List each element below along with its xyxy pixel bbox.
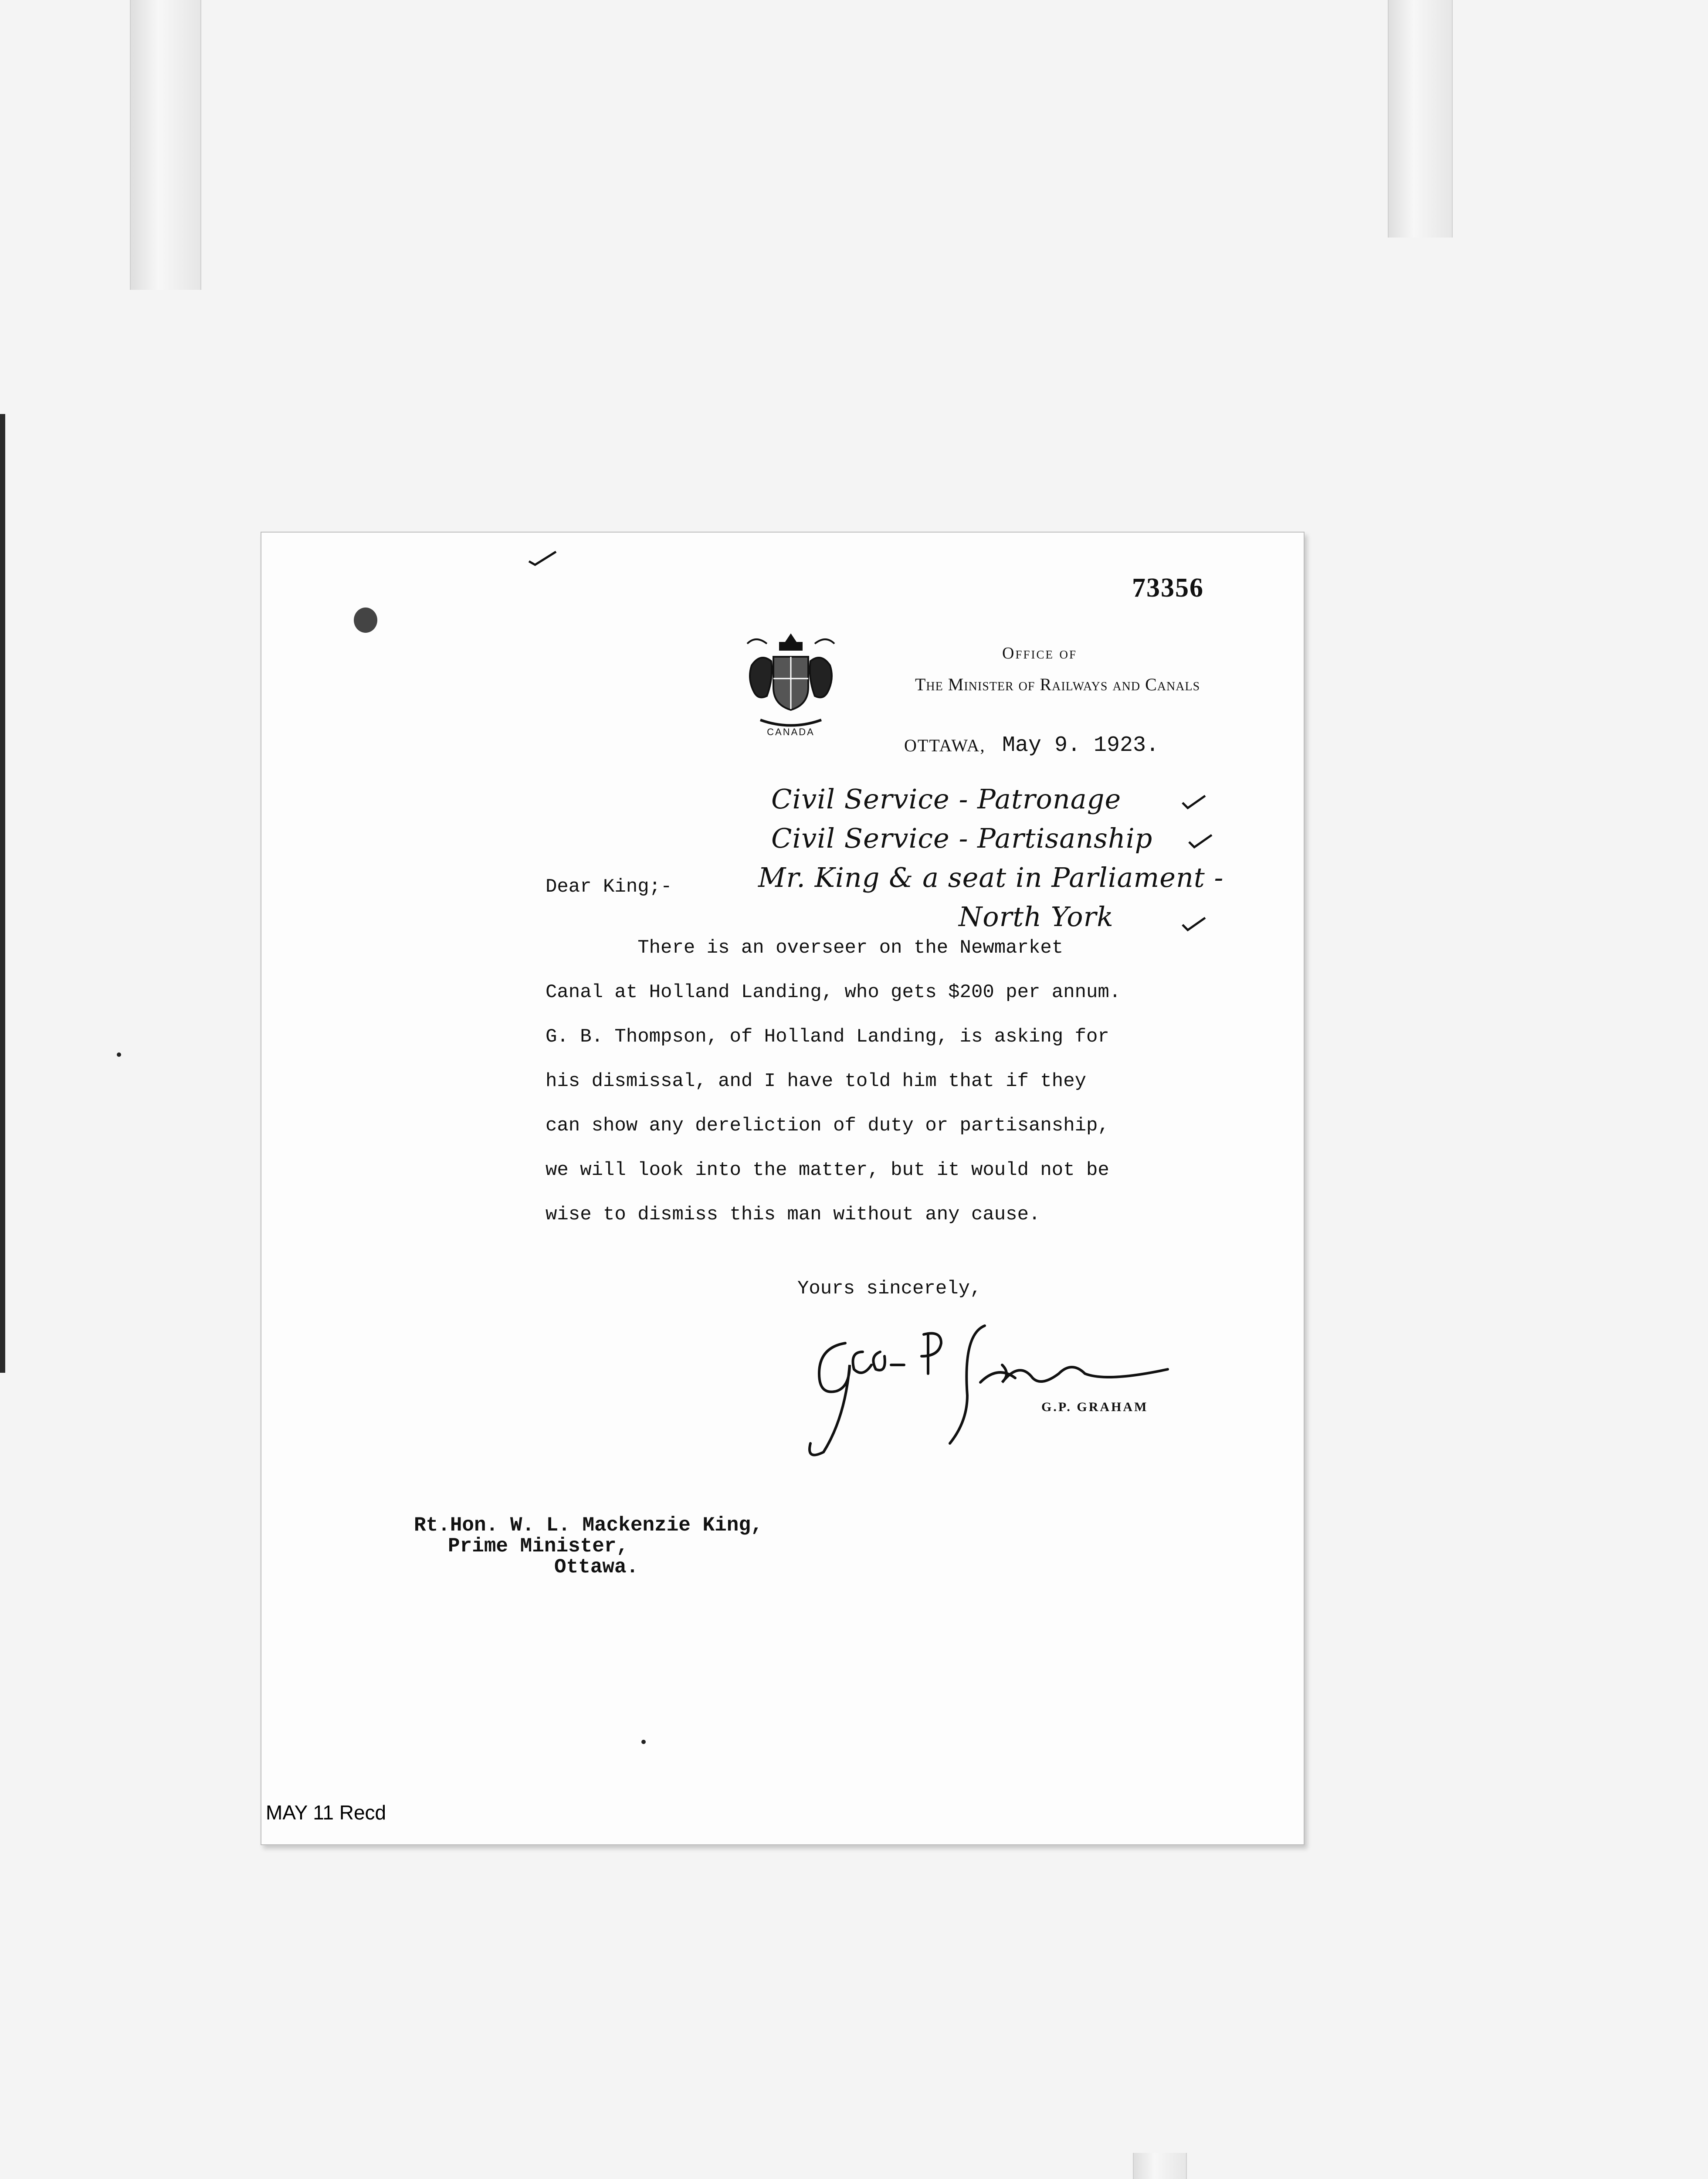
- check-mark-icon: [1181, 794, 1207, 811]
- body-line: his dismissal, and I have told him that if they: [546, 1070, 1087, 1092]
- body-line: can show any dereliction of duty or partisanship,: [546, 1115, 1109, 1137]
- check-mark-icon: [527, 550, 558, 567]
- addressee-line: Prime Minister,: [448, 1535, 629, 1558]
- body-line: G. B. Thompson, of Holland Landing, is asking for: [546, 1026, 1109, 1048]
- mounting-tape-label-top: [1133, 2153, 1187, 2179]
- ink-speck: [641, 1740, 646, 1744]
- received-stamp: MAY 11 Recd: [266, 1801, 386, 1824]
- mounting-tape-top-left: [130, 0, 201, 290]
- check-mark-icon: [1181, 916, 1207, 933]
- punch-hole: [354, 608, 377, 633]
- letter-sheet: [261, 532, 1305, 1845]
- document-number: 73356: [1132, 573, 1204, 603]
- addressee-line: Ottawa.: [554, 1556, 639, 1578]
- handwritten-signature: [797, 1317, 1216, 1474]
- crest-label: CANADA: [767, 726, 815, 737]
- body-line: Canal at Holland Landing, who gets $200 per annum.: [546, 981, 1121, 1003]
- mounting-tape-top-right: [1388, 0, 1453, 238]
- check-mark-icon: [1187, 833, 1213, 851]
- salutation: Dear King;-: [546, 876, 672, 898]
- letter-place: OTTAWA,: [904, 736, 986, 755]
- body-line: There is an overseer on the Newmarket: [546, 937, 1064, 959]
- handwritten-note-4: North York: [959, 901, 1114, 933]
- handwritten-note-3: Mr. King & a seat in Parliament -: [758, 862, 1224, 893]
- handwritten-note-2: Civil Service - Partisanship: [771, 822, 1153, 854]
- letter-date: May 9. 1923.: [1002, 733, 1159, 758]
- canada-coat-of-arms-icon: [734, 626, 847, 740]
- addressee-line: Rt.Hon. W. L. Mackenzie King,: [414, 1514, 763, 1537]
- letterhead-office-line2: The Minister of Railways and Canals: [915, 675, 1200, 694]
- body-line: wise to dismiss this man without any cause.: [546, 1204, 1040, 1225]
- handwritten-note-1: Civil Service - Patronage: [771, 783, 1122, 815]
- letterhead-office-line1: Office of: [1002, 644, 1077, 662]
- body-line: we will look into the matter, but it would not be: [546, 1159, 1109, 1181]
- ink-speck: [117, 1052, 121, 1057]
- scan-edge-mark: [0, 414, 5, 1373]
- closing: Yours sincerely,: [797, 1278, 982, 1300]
- signature-printed-name: G.P. GRAHAM: [1041, 1400, 1149, 1414]
